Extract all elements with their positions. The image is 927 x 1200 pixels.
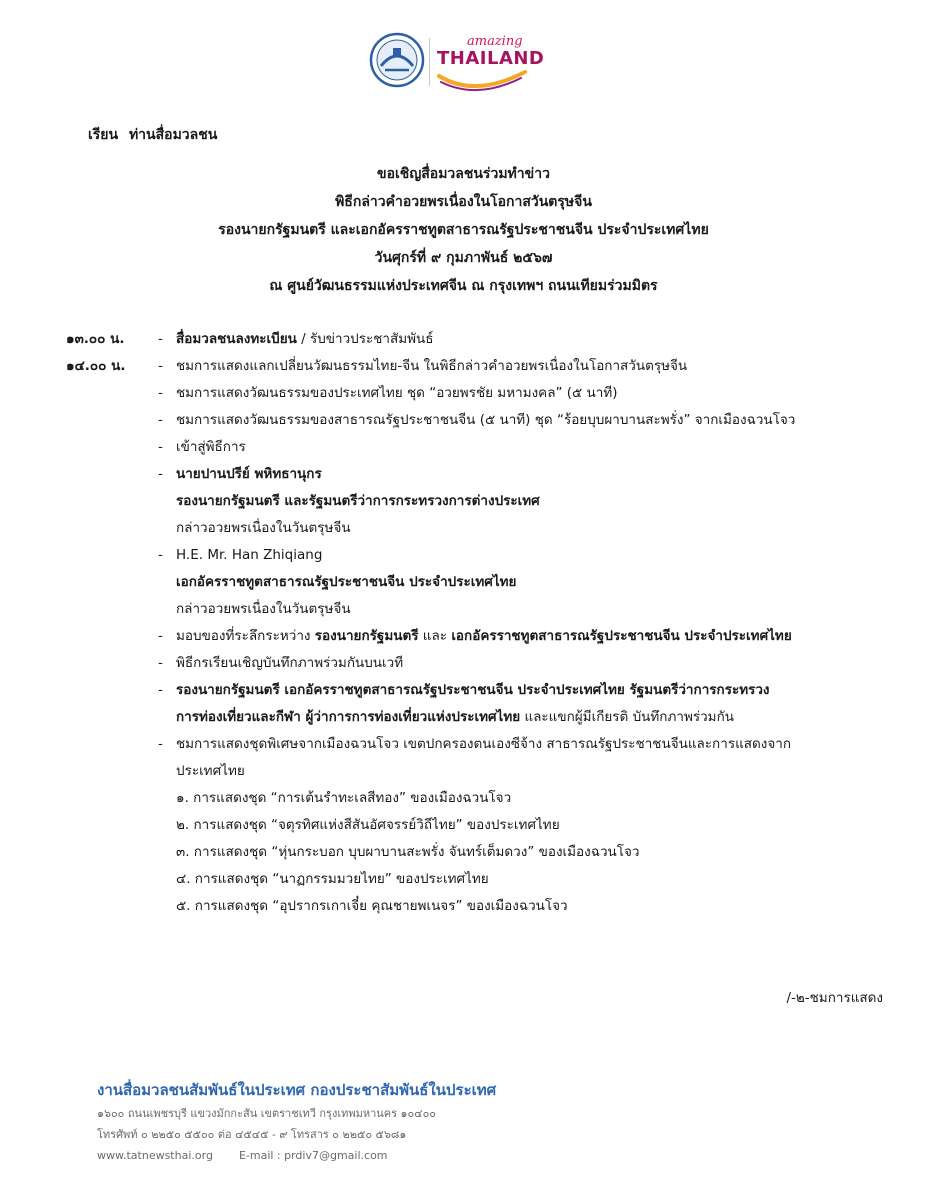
next-page-note: /-๒-ชมการแสดง <box>786 990 883 1006</box>
schedule-row <box>66 353 886 380</box>
schedule-row <box>66 731 886 758</box>
photo-group-line-2-rest: และแขกผู้มีเกียรติ บันทึกภาพร่วมกัน <box>520 709 734 725</box>
speaker-title: รองนายกรัฐมนตรี และรัฐมนตรีว่าการกระทรวงการต่างประเทศ <box>176 493 540 509</box>
schedule-row <box>66 542 886 569</box>
performance-text: ๑. การแสดงชุด “การเต้นรำทะเลสีทอง” ของเมืองฉวนโจว <box>176 790 512 806</box>
tat-seal-icon <box>369 32 425 88</box>
schedule-row <box>66 407 886 434</box>
schedule-row <box>66 650 886 677</box>
thailand-swoosh-icon <box>435 68 529 92</box>
speaker-name: นายปานปรีย์ พหิทธานุกร <box>176 466 322 482</box>
salutation-recipient: ท่านสื่อมวลชน <box>128 127 218 143</box>
special-show-line-1: ชมการแสดงชุดพิเศษจากเมืองฉวนโจว เขตปกครองตนเองซีจ้าง สาธารณรัฐประชาชนจีนและการแสดงจาก <box>176 736 792 752</box>
schedule-text: พิธีกรเรียนเชิญบันทึกภาพร่วมกันบนเวที <box>176 655 404 671</box>
invitation-heading <box>0 160 927 300</box>
schedule-row <box>66 488 886 515</box>
schedule-row <box>66 596 886 623</box>
schedule <box>66 326 886 920</box>
schedule-row <box>66 569 886 596</box>
thailand-wordmark: THAILAND <box>437 48 545 69</box>
heading-line-2: พิธีกล่าวคำอวยพรเนื่องในโอกาสวันตรุษจีน <box>335 194 592 210</box>
heading-line-5: ณ ศูนย์วัฒนธรรมแห่งประเทศจีน ณ กรุงเทพฯ ถนนเทียมร่วมมิตร <box>269 278 658 294</box>
schedule-row <box>66 623 886 650</box>
registration-text: สื่อมวลชนลงทะเบียน <box>176 331 297 347</box>
schedule-row <box>66 461 886 488</box>
heading-line-4: วันศุกร์ที่ ๙ กุมภาพันธ์ ๒๕๖๗ <box>374 250 553 266</box>
speaker-title: เอกอัครราชทูตสาธารณรัฐประชาชนจีน ประจำประเทศไทย <box>176 574 517 590</box>
performance-item <box>66 839 886 866</box>
photo-group-line-1: รองนายกรัฐมนตรี เอกอัครราชทูตสาธารณรัฐประชาชนจีน ประจำประเทศไทย รัฐมนตรีว่าการกระทรวง <box>176 682 770 698</box>
performance-item <box>66 785 886 812</box>
heading-line-3: รองนายกรัฐมนตรี และเอกอัครราชทูตสาธารณรัฐประชาชนจีน ประจำประเทศไทย <box>218 222 709 238</box>
schedule-row <box>66 380 886 407</box>
schedule-text: ชมการแสดงวัฒนธรรมของสาธารณรัฐประชาชนจีน (๕ นาที) ชุด “ร้อยบุบผาบานสะพรั่ง” จากเมืองฉวนโจว <box>176 412 796 428</box>
performance-text: ๕. การแสดงชุด “อุปรากรเกาเจี๋ย คุณชายพเนจร” ของเมืองฉวนโจว <box>176 898 568 914</box>
bullet-dash: - <box>158 412 163 428</box>
gift-conjunction: และ <box>418 628 452 644</box>
bullet-dash: - <box>158 736 163 752</box>
registration-note: / รับข่าวประชาสัมพันธ์ <box>296 331 434 347</box>
footer-phone: โทรศัพท์ ๐ ๒๒๕๐ ๕๕๐๐ ต่อ ๔๕๔๕ - ๙ โทรสาร ๐ ๒๒๕๐ ๕๖๘๑ <box>97 1128 407 1141</box>
header-logos <box>369 32 545 94</box>
schedule-row <box>66 704 886 731</box>
schedule-row <box>66 434 886 461</box>
bullet-dash: - <box>158 547 163 563</box>
gift-giver-1: รองนายกรัฐมนตรี <box>314 628 419 644</box>
schedule-text: ชมการแสดงแลกเปลี่ยนวัฒนธรรมไทย-จีน ในพิธีกล่าวคำอวยพรเนื่องในโอกาสวันตรุษจีน <box>176 358 688 374</box>
performance-text: ๓. การแสดงชุด “หุ่นกระบอก บุบผาบานสะพรั่ง จันทร์เต็มดวง” ของเมืองฉวนโจว <box>176 844 640 860</box>
schedule-text: เข้าสู่พิธีการ <box>176 439 246 455</box>
schedule-row <box>66 758 886 785</box>
heading-line-1: ขอเชิญสื่อมวลชนร่วมทำข่าว <box>377 166 550 182</box>
speaker-action: กล่าวอวยพรเนื่องในวันตรุษจีน <box>176 520 351 536</box>
schedule-time: ๑๔.๐๐ น. <box>66 358 126 374</box>
salutation-label: เรียน <box>88 127 119 143</box>
schedule-row <box>66 326 886 353</box>
performance-text: ๒. การแสดงชุด “จตุรทิศแห่งสีสันอัศจรรย์วิถีไทย” ของประเทศไทย <box>176 817 560 833</box>
photo-group-line-2: การท่องเที่ยวและกีฬา ผู้ว่าการการท่องเที่ยวแห่งประเทศไทย <box>176 709 521 725</box>
gift-giver-2: เอกอัครราชทูตสาธารณรัฐประชาชนจีน ประจำประเทศไทย <box>451 628 792 644</box>
special-show-line-2: ประเทศไทย <box>176 763 245 779</box>
bullet-dash: - <box>158 439 163 455</box>
schedule-row <box>66 677 886 704</box>
performance-item <box>66 866 886 893</box>
speaker-action: กล่าวอวยพรเนื่องในวันตรุษจีน <box>176 601 351 617</box>
performance-item <box>66 893 886 920</box>
logo-divider <box>429 38 430 86</box>
schedule-text: ชมการแสดงวัฒนธรรมของประเทศไทย ชุด “อวยพรชัย มหามงคล” (๕ นาที) <box>176 385 618 401</box>
footer <box>97 1077 496 1166</box>
schedule-row <box>66 515 886 542</box>
performance-item <box>66 812 886 839</box>
bullet-dash: - <box>158 385 163 401</box>
bullet-dash: - <box>158 682 163 698</box>
bullet-dash: - <box>158 331 163 347</box>
gift-text: มอบของที่ระลึกระหว่าง <box>176 628 315 644</box>
speaker-name: H.E. Mr. Han Zhiqiang <box>176 547 323 563</box>
footer-title: งานสื่อมวลชนสัมพันธ์ในประเทศ กองประชาสัมพันธ์ในประเทศ <box>97 1081 497 1099</box>
footer-address: ๑๖๐๐ ถนนเพชรบุรี แขวงมักกะสัน เขตราชเทวี กรุงเทพมหานคร ๑๐๔๐๐ <box>97 1107 436 1120</box>
performance-text: ๔. การแสดงชุด “นาฏกรรมมวยไทย” ของประเทศไทย <box>176 871 489 887</box>
website-link[interactable]: www.tatnewsthai.org <box>97 1149 213 1162</box>
bullet-dash: - <box>158 466 163 482</box>
email-link[interactable]: E-mail : prdiv7@gmail.com <box>238 1149 388 1162</box>
amazing-text: amazing <box>467 34 523 49</box>
salutation <box>88 124 223 146</box>
bullet-dash: - <box>158 358 163 374</box>
schedule-time: ๑๓.๐๐ น. <box>66 331 125 347</box>
footer-contact <box>97 1145 496 1166</box>
bullet-dash: - <box>158 628 163 644</box>
bullet-dash: - <box>158 655 163 671</box>
